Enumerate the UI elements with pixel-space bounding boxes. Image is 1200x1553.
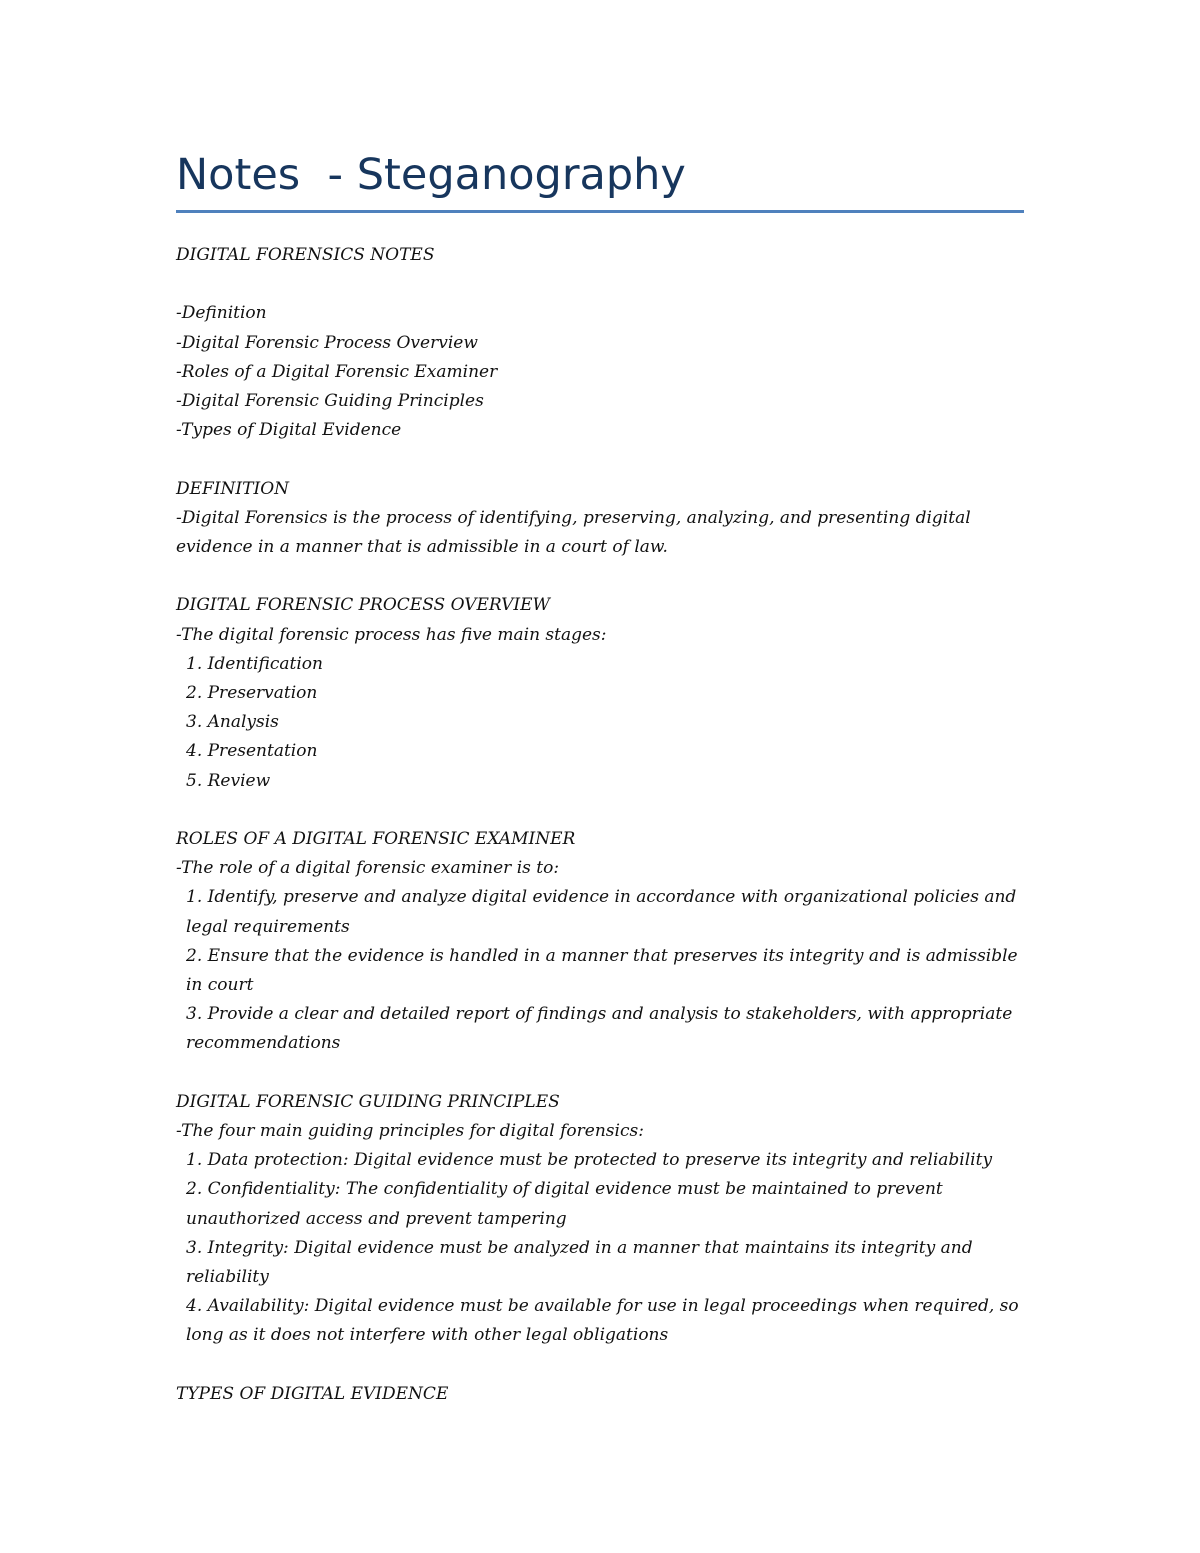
principles-item: 3. Integrity: Digital evidence must be analyzed in a manner that maintains its integrity and reliability (186, 1237, 978, 1288)
process-heading: DIGITAL FORENSIC PROCESS OVERVIEW (176, 595, 550, 616)
principles-item: 1. Data protection: Digital evidence must be protected to preserve its integrity and reliability (186, 1150, 993, 1171)
principles-item: 4. Availability: Digital evidence must be available for use in legal proceedings when required, so long as it does not interfere with other legal obligations (186, 1296, 1025, 1346)
definition-text: -Digital Forensics is the process of identifying, preserving, analyzing, and presenting digital evidence in a manner that is admissible in a court of law. (176, 507, 977, 557)
definition-heading: DEFINITION (176, 478, 290, 499)
principles-intro: -The four main guiding principles for digital forensics: (176, 1121, 644, 1142)
document-body (176, 241, 1024, 1409)
process-stage: 2. Preservation (186, 683, 318, 703)
process-intro: -The digital forensic process has five main stages: (176, 624, 607, 645)
spacer (176, 445, 1024, 474)
process-stage: 1. Identification (186, 653, 323, 674)
spacer (176, 796, 1024, 825)
evidence-types-heading: TYPES OF DIGITAL EVIDENCE (176, 1383, 449, 1404)
toc-item-process: -Digital Forensic Process Overview (176, 332, 478, 353)
roles-item: 2. Ensure that the evidence is handled in a manner that preserves its integrity and is admissible in court (186, 945, 1024, 996)
notes-heading: DIGITAL FORENSICS NOTES (176, 245, 435, 265)
spacer (176, 1351, 1024, 1380)
process-stage: 5. Review (186, 770, 271, 791)
principles-heading: DIGITAL FORENSIC GUIDING PRINCIPLES (176, 1091, 560, 1112)
roles-intro: -The role of a digital forensic examiner is to: (176, 858, 560, 879)
roles-heading: ROLES OF A DIGITAL FORENSIC EXAMINER (176, 829, 576, 849)
spacer (176, 562, 1024, 591)
title-underline (176, 210, 1024, 213)
process-stage: 3. Analysis (186, 712, 279, 733)
process-stage: 4. Presentation (186, 741, 318, 762)
principles-item: 2. Confidentiality: The confidentiality of digital evidence must be maintained to prevent unauthorized access and prevent tampering (186, 1179, 949, 1229)
toc-item-principles: -Digital Forensic Guiding Principles (176, 391, 484, 411)
spacer (176, 1059, 1024, 1088)
roles-item: 1. Identify, preserve and analyze digital evidence in accordance with organizational policies and legal requirements (186, 887, 1022, 937)
toc-item-definition: -Definition (176, 303, 267, 324)
toc-item-evidence-types: -Types of Digital Evidence (176, 420, 402, 441)
roles-item: 3. Provide a clear and detailed report of findings and analysis to stakeholders, with appropriate recommendations (186, 1004, 1018, 1054)
document-title: Notes - Steganography (176, 150, 686, 200)
toc-item-roles: -Roles of a Digital Forensic Examiner (176, 361, 498, 382)
spacer (176, 270, 1024, 299)
